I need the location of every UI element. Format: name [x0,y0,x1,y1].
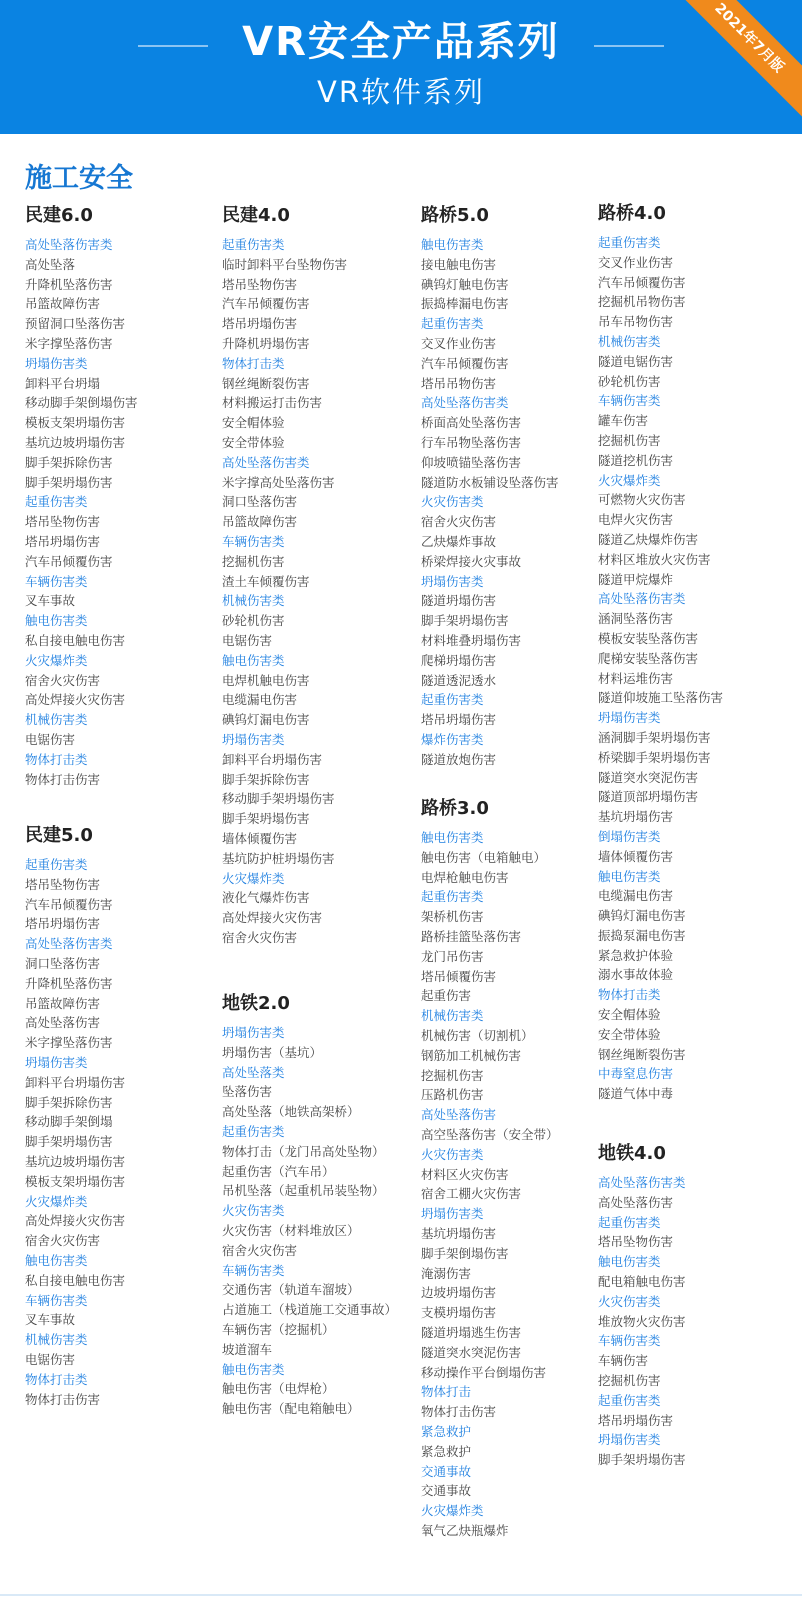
scenario-item: 基坑坍塌伤害 [598,809,674,825]
scenario-item: 边坡坍塌伤害 [421,1285,497,1301]
scenario-item: 吊车吊物伤害 [598,314,674,330]
scenario-item: 车辆伤害（挖掘机） [222,1321,335,1337]
scenario-item: 脚手架坍塌伤害 [421,613,509,629]
scenario-item: 坠落伤害 [222,1084,273,1100]
product-title: 路桥3.0 [421,798,489,819]
product-block [421,797,596,1541]
scenario-item: 升降机坍塌伤害 [222,335,310,351]
scenario-item: 物体打击伤害 [421,1404,497,1420]
product-block [222,992,417,1419]
category-heading: 坍塌伤害类 [222,1025,285,1040]
scenario-item: 安全帽体验 [598,1007,661,1023]
scenario-item: 私自接电触电伤害 [25,632,126,648]
scenario-item: 涵洞坠落伤害 [598,611,674,627]
category-heading: 高处坠落伤害类 [25,936,113,952]
scenario-item: 隧道放炮伤害 [421,751,497,767]
scenario-item: 宿舍工棚火灾伤害 [421,1186,522,1202]
scenario-item: 安全带体验 [222,434,285,450]
scenario-item: 触电伤害（电焊枪） [222,1381,335,1397]
category-heading: 坍塌伤害类 [25,1054,88,1070]
scenario-item: 乙炔爆炸事故 [421,533,497,549]
category-heading: 坍塌伤害类 [598,710,661,726]
scenario-item: 触电伤害（配电箱触电） [222,1401,360,1417]
scenario-item: 吊篮故障伤害 [222,514,298,530]
category-heading: 火灾爆炸类 [598,472,661,488]
scenario-item: 坍塌伤害（基坑） [222,1044,323,1060]
scenario-item: 墙体倾覆伤害 [598,848,674,864]
scenario-item: 碘钨灯漏电伤害 [598,908,686,924]
category-heading: 坍塌伤害类 [222,731,285,747]
scenario-item: 升降机坠落伤害 [25,276,113,292]
scenario-item: 路桥挂篮坠落伤害 [421,928,522,944]
product-title: 路桥4.0 [598,203,666,224]
scenario-item: 高处坠落伤害 [25,1015,101,1031]
scenario-item: 隧道气体中毒 [598,1086,674,1102]
category-heading: 起重伤害类 [25,857,88,872]
scenario-item: 爬梯坍塌伤害 [421,652,497,668]
scenario-item: 挖掘机伤害 [421,1067,484,1083]
scenario-item: 材料运堆伤害 [598,670,674,686]
category-heading: 高处坠落伤害类 [25,237,113,252]
category-heading: 高处坠落伤害类 [598,591,686,607]
scenario-item: 支模坍塌伤害 [421,1305,497,1321]
category-heading: 触电伤害类 [25,613,88,629]
scenario-item: 移动脚手架倒塌 [25,1114,113,1130]
scenario-item: 可燃物火灾伤害 [598,492,686,508]
scenario-item: 淹溺伤害 [421,1265,472,1281]
scenario-item: 隧道电锯伤害 [598,353,674,369]
scenario-item: 碘钨灯漏电伤害 [222,712,310,728]
scenario-item: 墙体倾覆伤害 [222,830,298,846]
page-subtitle: VR软件系列 [317,75,485,109]
scenario-item: 宿舍火灾伤害 [25,672,101,688]
scenario-item: 吊篮故障伤害 [25,995,101,1011]
scenario-item: 材料区火灾伤害 [421,1166,509,1182]
category-heading: 机械伤害类 [222,593,285,609]
product-block [598,1142,793,1470]
scenario-item: 隧道乙炔爆炸伤害 [598,531,699,547]
scenario-item: 卸料平台坍塌伤害 [222,751,323,767]
category-heading: 爆炸伤害类 [421,731,484,747]
scenario-item: 罐车伤害 [598,413,649,429]
scenario-item: 高处坠落 [25,256,76,272]
category-heading: 车辆伤害类 [222,1262,285,1278]
scenario-item: 塔吊坠物伤害 [25,876,101,892]
scenario-item: 配电箱触电伤害 [598,1273,686,1289]
scenario-item: 车辆伤害 [598,1353,649,1369]
scenario-item: 高空坠落伤害（安全带） [421,1126,559,1142]
scenario-item: 电缆漏电伤害 [222,692,298,708]
category-heading: 高处坠落类 [222,1064,285,1080]
scenario-item: 隧道坍塌逃生伤害 [421,1324,522,1340]
category-heading: 坍塌伤害类 [421,573,484,589]
category-heading: 触电伤害类 [421,830,484,845]
scenario-item: 砂轮机伤害 [598,373,661,389]
scenario-item: 材料区堆放火灾伤害 [598,551,711,567]
scenario-item: 基坑边坡坍塌伤害 [25,434,126,450]
scenario-item: 挖掘机伤害 [598,1372,661,1388]
category-heading: 物体打击类 [25,1371,88,1387]
scenario-item: 电锯伤害 [222,632,273,648]
scenario-item: 宿舍火灾伤害 [25,1233,101,1249]
product-block [25,824,215,1409]
category-heading: 车辆伤害类 [598,393,661,409]
scenario-item: 坡道溜车 [222,1341,273,1357]
scenario-item: 压路机伤害 [421,1087,484,1103]
scenario-item: 高处焊接火灾伤害 [222,910,323,926]
scenario-item: 电锯伤害 [25,731,76,747]
scenario-item: 涵洞脚手架坍塌伤害 [598,729,711,745]
product-title: 路桥5.0 [421,205,489,226]
scenario-item: 电缆漏电伤害 [598,888,674,904]
scenario-item: 火灾伤害（材料堆放区） [222,1222,360,1238]
scenario-item: 桥梁焊接火灾事故 [421,553,522,569]
category-heading: 火灾爆炸类 [421,1503,484,1519]
scenario-item: 临时卸料平台坠物伤害 [222,256,348,272]
scenario-item: 隧道防水板铺设坠落伤害 [421,474,559,490]
scenario-item: 汽车吊倾覆伤害 [598,274,686,290]
scenario-item: 紧急救护体验 [598,947,674,963]
scenario-item: 塔吊吊物伤害 [421,375,497,391]
scenario-item: 基坑坍塌伤害 [421,1225,497,1241]
scenario-item: 碘钨灯触电伤害 [421,276,509,292]
category-heading: 车辆伤害类 [25,1292,88,1308]
category-heading: 物体打击类 [25,751,88,767]
scenario-item: 桥梁脚手架坍塌伤害 [598,749,711,765]
scenario-item: 塔吊坠物伤害 [25,514,101,530]
page-header [0,0,802,134]
category-heading: 物体打击类 [222,355,285,371]
scenario-item: 米字撑坠落伤害 [25,335,113,351]
category-heading: 倒塌伤害类 [598,828,661,844]
scenario-item: 隧道挖机伤害 [598,452,674,468]
scenario-item: 隧道透泥透水 [421,672,497,688]
scenario-item: 塔吊坠物伤害 [222,276,298,292]
category-heading: 起重伤害类 [598,235,661,250]
category-heading: 触电伤害类 [421,237,484,252]
scenario-item: 电锯伤害 [25,1351,76,1367]
scenario-item: 钢丝绳断裂伤害 [222,375,310,391]
product-title: 民建6.0 [25,205,93,226]
scenario-item: 电焊枪触电伤害 [421,869,509,885]
product-title: 民建5.0 [25,825,93,846]
product-block [222,204,417,948]
scenario-item: 卸料平台坍塌伤害 [25,1074,126,1090]
scenario-item: 高处坠落（地铁高架桥） [222,1104,360,1120]
scenario-item: 米字撑坠落伤害 [25,1035,113,1051]
scenario-item: 叉车事故 [25,1312,76,1328]
scenario-item: 基坑防护桩坍塌伤害 [222,850,335,866]
scenario-item: 爬梯安装坠落伤害 [598,650,699,666]
scenario-item: 塔吊坍塌伤害 [25,916,101,932]
category-heading: 火灾爆炸类 [222,870,285,886]
scenario-item: 脚手架坍塌伤害 [222,811,310,827]
scenario-item: 交通事故 [421,1483,472,1499]
scenario-item: 紧急救护 [421,1443,472,1459]
scenario-item: 堆放物火灾伤害 [598,1313,686,1329]
scenario-item: 基坑边坡坍塌伤害 [25,1153,126,1169]
scenario-item: 隧道突水突泥伤害 [598,769,699,785]
scenario-item: 仰坡喷锚坠落伤害 [421,454,522,470]
scenario-item: 隧道甲烷爆炸 [598,571,674,587]
scenario-item: 物体打击（龙门吊高处坠物） [222,1143,385,1159]
category-heading: 高处坠落伤害类 [222,454,310,470]
product-block [25,204,215,789]
scenario-item: 米字撑高处坠落伤害 [222,474,335,490]
scenario-item: 液化气爆炸伤害 [222,890,310,906]
scenario-item: 物体打击伤害 [25,1391,101,1407]
scenario-item: 塔吊倾覆伤害 [421,968,497,984]
category-heading: 火灾伤害类 [222,1203,285,1219]
category-heading: 紧急救护 [421,1423,472,1439]
scenario-item: 高处焊接火灾伤害 [25,692,126,708]
scenario-item: 物体打击伤害 [25,771,101,787]
scenario-item: 隧道突水突泥伤害 [421,1344,522,1360]
category-heading: 中毒窒息伤害 [598,1066,674,1082]
category-heading: 机械伤害类 [25,712,88,728]
scenario-item: 振捣棒漏电伤害 [421,296,509,312]
category-heading: 高处坠落伤害 [421,1107,497,1123]
scenario-item: 模板支架坍塌伤害 [25,1173,126,1189]
category-heading: 触电伤害类 [222,1361,285,1377]
scenario-item: 挖掘机伤害 [598,432,661,448]
product-block [598,202,793,1104]
scenario-item: 高处坠落伤害 [598,1194,674,1210]
scenario-item: 模板安装坠落伤害 [598,630,699,646]
scenario-item: 振捣泵漏电伤害 [598,927,686,943]
scenario-item: 材料堆叠坍塌伤害 [421,632,522,648]
scenario-item: 起重伤害（汽车吊） [222,1163,335,1179]
scenario-item: 钢丝绳断裂伤害 [598,1046,686,1062]
category-heading: 起重伤害类 [598,1392,661,1408]
category-heading: 火灾伤害类 [598,1293,661,1309]
scenario-item: 安全带体验 [598,1026,661,1042]
category-heading: 物体打击 [421,1384,472,1400]
scenario-item: 行车吊物坠落伤害 [421,434,522,450]
scenario-item: 塔吊坠物伤害 [598,1234,674,1250]
scenario-item: 挖掘机吊物伤害 [598,294,686,310]
scenario-item: 洞口坠落伤害 [25,955,101,971]
scenario-item: 隧道仰坡施工坠落伤害 [598,690,724,706]
category-heading: 交通事故 [421,1463,472,1479]
scenario-item: 汽车吊倾覆伤害 [222,296,310,312]
scenario-item: 汽车吊倾覆伤害 [25,553,113,569]
scenario-item: 隧道顶部坍塌伤害 [598,789,699,805]
scenario-item: 洞口坠落伤害 [222,494,298,510]
scenario-item: 宿舍火灾伤害 [421,514,497,530]
scenario-item: 溺水事故体验 [598,967,674,983]
product-title: 地铁2.0 [222,993,290,1014]
edition-ribbon: 2021年7月版 [662,0,802,125]
scenario-item: 挖掘机伤害 [222,553,285,569]
scenario-item: 交叉作业伤害 [598,254,674,270]
scenario-item: 汽车吊倾覆伤害 [25,896,113,912]
category-heading: 坍塌伤害类 [421,1206,484,1222]
category-heading: 坍塌伤害类 [598,1432,661,1448]
category-heading: 高处坠落伤害类 [421,395,509,411]
scenario-item: 交叉作业伤害 [421,335,497,351]
section-title: 施工安全 [25,163,133,194]
category-heading: 机械伤害类 [25,1332,88,1348]
scenario-item: 私自接电触电伤害 [25,1272,126,1288]
category-heading: 触电伤害类 [598,868,661,884]
scenario-item: 安全帽体验 [222,415,285,431]
bottom-divider [0,1594,802,1596]
scenario-item: 隧道坍塌伤害 [421,593,497,609]
scenario-item: 脚手架坍塌伤害 [598,1452,686,1468]
category-heading: 起重伤害类 [421,889,484,905]
scenario-item: 塔吊坍塌伤害 [421,712,497,728]
scenario-item: 脚手架拆除伤害 [25,1094,113,1110]
category-heading: 高处坠落伤害类 [598,1175,686,1190]
category-heading: 车辆伤害类 [222,533,285,549]
scenario-item: 宿舍火灾伤害 [222,1242,298,1258]
scenario-item: 电焊火灾伤害 [598,512,674,528]
scenario-item: 接电触电伤害 [421,256,497,272]
category-heading: 触电伤害类 [222,652,285,668]
category-heading: 起重伤害类 [598,1214,661,1230]
scenario-item: 氧气乙炔瓶爆炸 [421,1522,509,1538]
product-title: 民建4.0 [222,205,290,226]
scenario-item: 脚手架坍塌伤害 [25,474,113,490]
scenario-item: 占道施工（栈道施工交通事故） [222,1302,398,1318]
scenario-item: 砂轮机伤害 [222,613,285,629]
category-heading: 机械伤害类 [598,333,661,349]
scenario-item: 升降机坠落伤害 [25,975,113,991]
category-heading: 车辆伤害类 [25,573,88,589]
category-heading: 坍塌伤害类 [25,355,88,371]
scenario-item: 移动操作平台倒塌伤害 [421,1364,547,1380]
scenario-item: 桥面高处坠落伤害 [421,415,522,431]
category-heading: 火灾伤害类 [421,494,484,510]
scenario-item: 脚手架拆除伤害 [25,454,113,470]
scenario-item: 脚手架倒塌伤害 [421,1245,509,1261]
category-heading: 触电伤害类 [598,1254,661,1270]
product-block [421,204,596,770]
scenario-item: 脚手架拆除伤害 [222,771,310,787]
category-heading: 物体打击类 [598,987,661,1003]
category-heading: 机械伤害类 [421,1008,484,1024]
scenario-item: 电焊机触电伤害 [222,672,310,688]
scenario-item: 塔吊坍塌伤害 [25,533,101,549]
scenario-item: 塔吊坍塌伤害 [598,1412,674,1428]
category-heading: 触电伤害类 [25,1252,88,1268]
category-heading: 车辆伤害类 [598,1333,661,1349]
scenario-item: 触电伤害（电箱触电） [421,849,547,865]
scenario-item: 起重伤害 [421,988,472,1004]
scenario-item: 机械伤害（切割机） [421,1027,534,1043]
scenario-item: 渣土车倾覆伤害 [222,573,310,589]
scenario-item: 龙门吊伤害 [421,948,484,964]
category-heading: 起重伤害类 [222,1123,285,1139]
scenario-item: 脚手架坍塌伤害 [25,1134,113,1150]
scenario-item: 移动脚手架倒塌伤害 [25,395,138,411]
scenario-item: 宿舍火灾伤害 [222,929,298,945]
category-heading: 起重伤害类 [421,692,484,708]
category-heading: 起重伤害类 [222,237,285,252]
scenario-item: 材料搬运打击伤害 [222,395,323,411]
scenario-item: 吊机坠落（起重机吊装坠物） [222,1183,385,1199]
category-heading: 火灾爆炸类 [25,652,88,668]
scenario-item: 模板支架坍塌伤害 [25,415,126,431]
category-heading: 火灾伤害类 [421,1146,484,1162]
scenario-item: 塔吊坍塌伤害 [222,316,298,332]
category-heading: 起重伤害类 [421,316,484,332]
scenario-item: 汽车吊倾覆伤害 [421,355,509,371]
scenario-item: 交通伤害（轨道车溜坡） [222,1282,360,1298]
scenario-item: 叉车事故 [25,593,76,609]
product-title: 地铁4.0 [598,1143,666,1164]
scenario-item: 卸料平台坍塌 [25,375,101,391]
scenario-item: 移动脚手架坍塌伤害 [222,791,335,807]
scenario-item: 钢筋加工机械伤害 [421,1047,522,1063]
scenario-item: 吊篮故障伤害 [25,296,101,312]
scenario-item: 架桥机伤害 [421,909,484,925]
page-title: VR安全产品系列 [242,19,560,65]
category-heading: 起重伤害类 [25,494,88,510]
scenario-item: 高处焊接火灾伤害 [25,1213,126,1229]
scenario-item: 预留洞口坠落伤害 [25,316,126,332]
category-heading: 火灾爆炸类 [25,1193,88,1209]
